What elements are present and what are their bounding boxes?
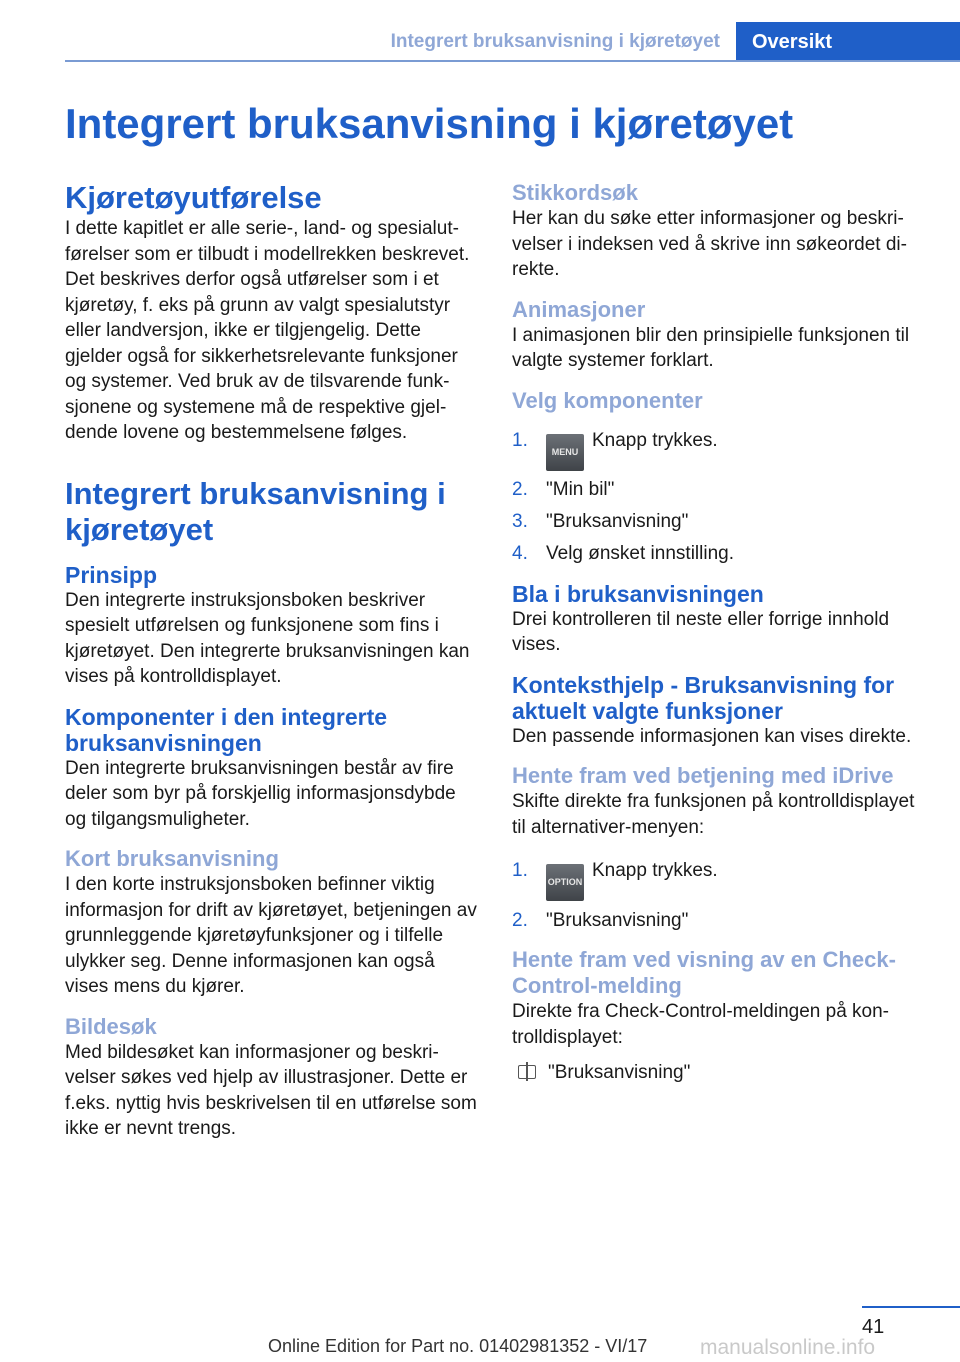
browse-heading: Bla i bruksanvisningen: [512, 580, 764, 607]
check-control-ref: "Bruksanvisning": [512, 1060, 927, 1086]
short-manual-heading: Kort bruksanvisning: [65, 846, 279, 871]
principle-text: Den integrerte instruksjonsboken beskriver spesielt utførelsen og funksjonene som fins i kjøretøyet. Den integrerte bruksanvisningen kan vises på kontrolldisplayet.: [65, 589, 470, 687]
header-section-title: Integrert bruksanvisning i kjøretøyet: [390, 31, 720, 52]
list-item: 1. OPTIONKnapp trykkes.: [512, 848, 927, 901]
check-control-text: Direkte fra Check-Control-meldingen på kontrolldisplayet:: [512, 1001, 889, 1048]
page-header: [65, 22, 960, 62]
image-search-heading: Bildesøk: [65, 1013, 157, 1039]
option-button-icon: OPTION: [546, 864, 584, 901]
browse-text: Drei kontrolleren til neste eller forrige innhold vises.: [512, 608, 890, 655]
components-text: Den integrerte bruksanvisningen består av fire deler som byr på forskjellig informasjonsdybde og tilgangsmuligheter.: [65, 757, 456, 830]
components-heading: Komponenter i den integrerte bruksanvisningen: [65, 703, 388, 756]
idrive-steps-list: [512, 848, 927, 933]
list-item: 2. "Min bil": [512, 479, 615, 500]
menu-button-icon: MENU: [546, 434, 584, 471]
animations-heading: Animasjoner: [512, 296, 646, 322]
vehicle-heading: Kjøretøyutførelse: [65, 180, 322, 215]
keyword-search-text: Her kan du søke etter informasjoner og beskrivelser i indeksen ved å skrive inn søkeordet direkte.: [512, 208, 907, 280]
keyword-search-heading: Stikkordsøk: [512, 180, 638, 205]
idrive-text: Skifte direkte fra funksjonen på kontrolldisplayet til alternativer-menyen:: [512, 791, 915, 838]
header-tab: Oversikt: [736, 22, 960, 62]
list-item: 3. "Bruksanvisning": [512, 511, 689, 532]
section-heading: Integrert bruksanvisning i kjøretøyet: [65, 475, 446, 547]
context-help-text: Den passende informasjonen kan vises direkte.: [512, 725, 912, 747]
page-number: 41: [862, 1316, 885, 1338]
short-manual-text: I den korte instruksjonsboken befinner viktig informasjon for drift av kjøretøyet, betjeningen av grunnleggende kjøretøyfunksjoner og i tilfelle ulykker seg. Denne informasjonen kan også vises mens du kjører.: [65, 874, 477, 997]
left-column: [65, 180, 480, 1142]
manual-book-icon: [518, 1065, 536, 1079]
select-components-heading: Velg komponenter: [512, 387, 703, 413]
context-help-heading: Konteksthjelp - Bruksanvisning for aktuelt valgte funksjoner: [512, 671, 895, 724]
watermark: manualsonline.info: [700, 1336, 876, 1359]
page-title: Integrert bruksanvisning i kjøretøyet: [65, 100, 794, 147]
edition-text: Online Edition for Part no. 01402981352 - VI/17: [268, 1336, 648, 1356]
list-item: 2. "Bruksanvisning": [512, 909, 689, 931]
image-search-text: Med bildesøket kan informasjoner og beskrivelser søkes ved hjelp av illustrasjoner. Dette er f.eks. nyttig hvis beskrivelsen til en utførelse som ikke er nevnt trengs.: [65, 1041, 477, 1139]
animations-text: I animasjonen blir den prinsipielle funksjonen til valgte systemer forklart.: [512, 324, 910, 371]
list-item: 4. Velg ønsket innstilling.: [512, 543, 734, 564]
idrive-heading: Hente fram ved betjening med iDrive: [512, 763, 894, 788]
principle-heading: Prinsipp: [65, 561, 158, 588]
footer-rule: [862, 1306, 960, 1308]
header-rule: [65, 60, 960, 62]
vehicle-text: I dette kapitlet er alle serie-, land- og spesialutførelser som er tilbudt i modellrekken beskrevet. Det beskrives derfor også utførelser som i et kjøretøy, f. eks på grunn av valgt spesialutstyr eller landversjon, ikke er tilgjengelig. Dette gjelder også for sikkerhetsrelevante funksjoner og systemer. Ved bruk av de tilsvarende funksjonene og systemene må de respektive gjeldende lovene og bestemmelsene følges.: [65, 218, 470, 443]
select-steps-list: [512, 418, 927, 567]
right-column: [512, 180, 927, 1086]
check-control-heading: Hente fram ved visning av en Check-Control-melding: [512, 947, 896, 998]
list-item: 1. MENUKnapp trykkes.: [512, 418, 927, 471]
